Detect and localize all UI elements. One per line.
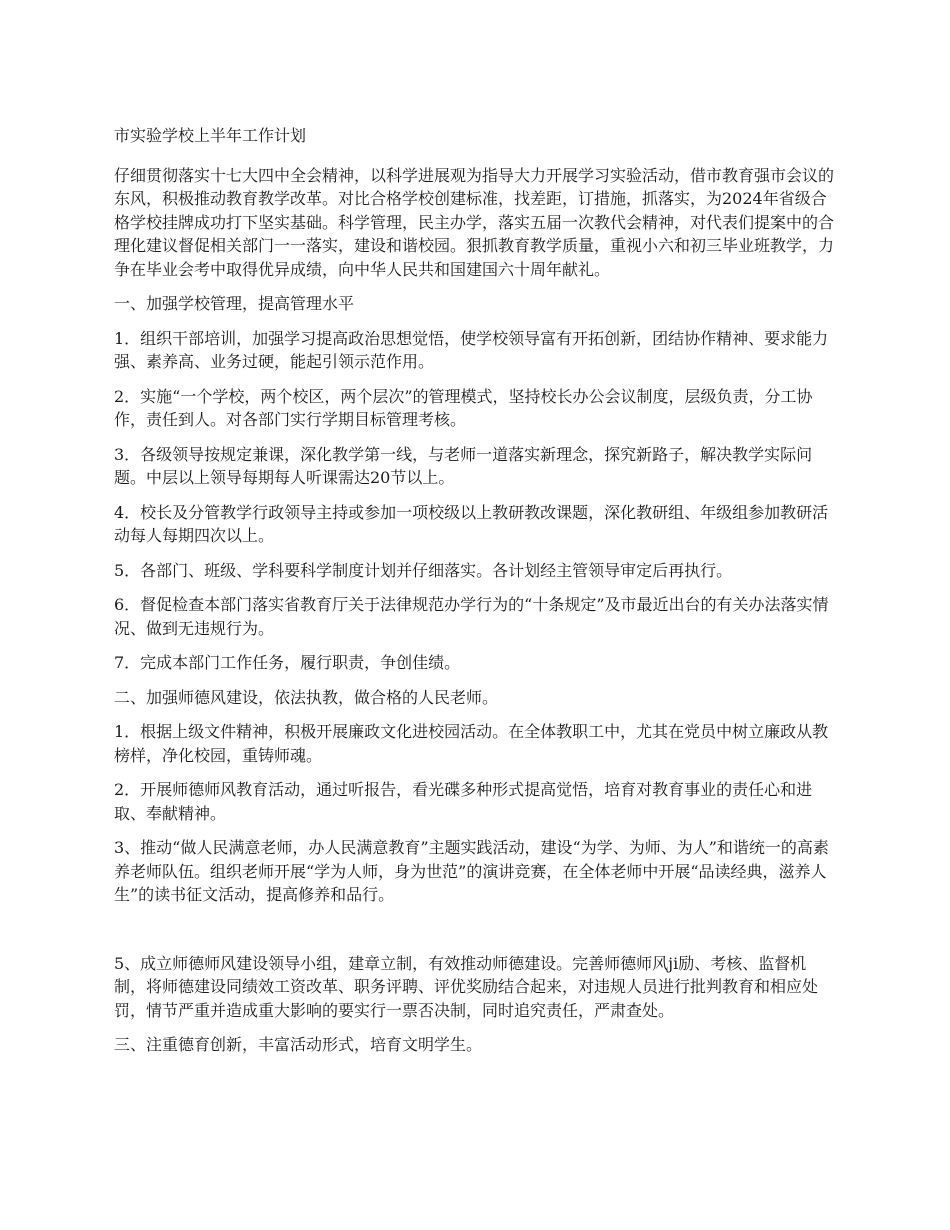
- section-heading-3: 三、注重德育创新，丰富活动形式，培育文明学生。: [114, 1035, 483, 1054]
- list-item: 5、成立师德师风建设领导小组，建章立制，有效推动师德建设。完善师德师风ji励、考核、监督机制，将师德建设同绩效工资改革、职务评聘、评优奖励结合起来，对违规人员进行批判教育和相应处罚，情节严重并造成重大影响的要实行一票否决制，同时追究责任，严肃查处。: [114, 953, 819, 1020]
- section-heading-1: 一、加强学校管理，提高管理水平: [114, 294, 355, 313]
- list-item: 2．实施“一个学校，两个校区，两个层次”的管理模式，坚持校长办公会议制度，层级负责，分工协作，责任到人。对各部门实行学期目标管理考核。: [114, 386, 813, 429]
- list-item: 1．根据上级文件精神，积极开展廉政文化进校园活动。在全体教职工中，尤其在党员中树立廉政从教榜样，净化校园，重铸师魂。: [114, 722, 829, 765]
- list-item: 1．组织干部培训，加强学习提高政治思想觉悟，使学校领导富有开拓创新，团结协作精神、要求能力强、素养高、业务过硬，能起引领示范作用。: [114, 328, 829, 371]
- list-item: 5．各部门、班级、学科要科学制度计划并仔细落实。各计划经主管领导审定后再执行。: [114, 560, 733, 580]
- list-item: 3、推动“做人民满意老师，办人民满意教育”主题实践活动，建设“为学、为师、为人”和谐统一的高素养老师队伍。组织老师开展“学为人师，身为世范”的演讲竞赛，在全体老师中开展“品读经典，滋养人生”的读书征文活动，提高修养和品行。: [114, 838, 829, 904]
- list-item: 2．开展师德师风教育活动，通过听报告，看光碟多种形式提高觉悟，培育对教育事业的责任心和进取、奉献精神。: [114, 780, 813, 823]
- blank-gap: [114, 918, 838, 952]
- list-item: 3．各级领导按规定兼课，深化教学第一线，与老师一道落实新理念，探究新路子，解决教学实际问题。中层以上领导每期每人听课需达20节以上。: [114, 444, 813, 487]
- list-item: 7．完成本部门工作任务，履行职责，争创佳绩。: [114, 653, 461, 672]
- section-heading-2: 二、加强师德风建设，依法执教，做合格的人民老师。: [114, 687, 499, 707]
- list-item: 4．校长及分管教学行政领导主持或参加一项校级以上教研教改课题，深化教研组、年级组参加教研活动每人每期四次以上。: [114, 502, 829, 545]
- list-item: 6．督促检查本部门落实省教育厅关于法律规范办学行为的“十条规定”及市最近出台的有关办法落实情况、做到无违规行为。: [114, 595, 829, 638]
- paragraph-intro: 仔细贯彻落实十七大四中全会精神，以科学进展观为指导大力开展学习实验活动，借市教育强市会议的东风，积极推动教育教学改革。对比合格学校创建标准，找差距，订措施，抓落实，为2024年省级合格学校挂牌成功打下坚实基础。科学管理，民主办学，落实五届一次教代会精神，对代表们提案中的合理化建议督促相关部门一一落实，建设和谐校园。狠抓教育教学质量，重视小六和初三毕业班教学，力争在毕业会考中取得优异成绩，向中华人民共和国建国六十周年献礼。: [114, 165, 835, 279]
- document-title: 市实验学校上半年工作计划: [114, 126, 307, 145]
